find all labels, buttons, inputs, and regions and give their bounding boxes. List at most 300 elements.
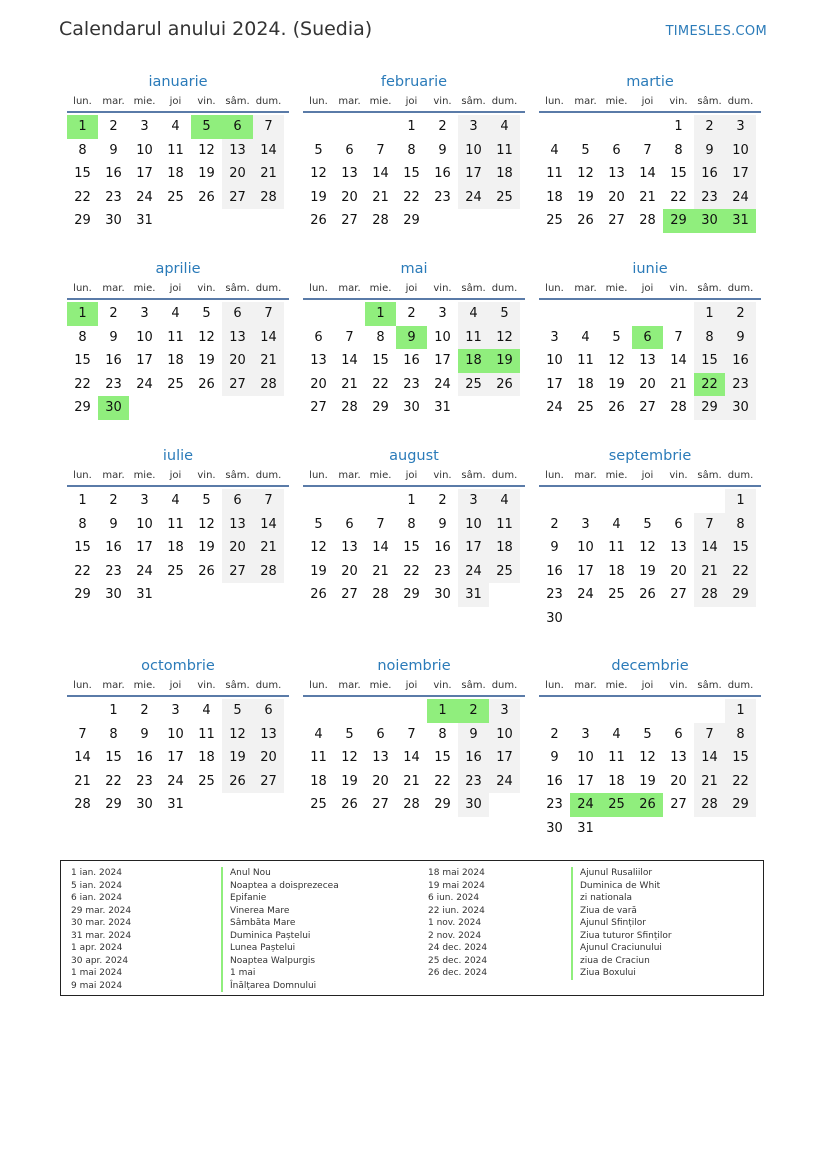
empty-cell [632, 489, 663, 513]
day-cell: 14 [253, 139, 284, 163]
day-cell: 29 [434, 797, 451, 812]
day-cell: 13 [222, 326, 253, 350]
legend-date: 25 dec. 2024 [428, 955, 488, 966]
day-cell: 7 [674, 329, 683, 345]
day-cell: 4 [489, 115, 520, 139]
day-cell: 9 [550, 750, 559, 765]
day-cell: 25 [577, 400, 594, 415]
day-cell: 8 [694, 326, 725, 350]
day-cell: 11 [167, 329, 184, 345]
day-cell: 17 [725, 162, 756, 186]
day-cell: 3 [581, 516, 590, 532]
day-cell: 16 [105, 166, 122, 181]
day-cell: 18 [577, 376, 594, 392]
day-cell: 20 [222, 162, 253, 186]
empty-cell [632, 699, 663, 723]
day-cell: 5 [202, 306, 211, 321]
day-cell: 21 [372, 189, 389, 205]
day-cell: 20 [253, 746, 284, 770]
day-cell: 16 [546, 563, 563, 579]
day-cell: 14 [372, 540, 389, 555]
day-cell: 4 [612, 726, 621, 742]
day-cell: 21 [74, 773, 91, 789]
day-cell: 25 [608, 587, 625, 602]
empty-cell [570, 489, 601, 513]
day-cell: 7 [376, 516, 385, 532]
month-iulie [67, 446, 289, 607]
days-grid [539, 115, 761, 233]
month-name: februarie [380, 74, 448, 90]
day-cell: 15 [105, 750, 122, 765]
day-cell: 7 [345, 329, 354, 345]
day-cell: 24 [725, 186, 756, 210]
day-cell: 28 [403, 797, 420, 812]
empty-cell [694, 489, 725, 513]
day-cell: 12 [639, 750, 656, 765]
legend-holiday-name: ziua de Craciun [571, 955, 672, 968]
day-cell: 18 [167, 540, 184, 555]
day-cell: 6 [376, 726, 385, 742]
day-cell: 17 [577, 773, 594, 789]
day-cell: 15 [74, 353, 91, 368]
weekday-label: mie. [369, 470, 392, 481]
weekday-label: vin. [433, 283, 452, 294]
day-cell: 29 [105, 797, 122, 812]
day-cell: 1 [78, 493, 87, 508]
weekday-label: mie. [369, 283, 392, 294]
day-cell: 27 [639, 400, 656, 415]
weekday-label: mie. [605, 96, 628, 107]
day-cell: 21 [403, 773, 420, 789]
weekday-label: vin. [669, 470, 688, 481]
day-cell: 16 [136, 750, 153, 765]
day-cell: 18 [608, 563, 625, 579]
legend-date: 1 nov. 2024 [428, 918, 482, 928]
day-cell: 8 [725, 723, 756, 747]
day-cell: 23 [546, 797, 563, 812]
weekday-label: vin. [197, 470, 216, 481]
empty-cell [334, 699, 365, 723]
weekday-label: sâm. [225, 680, 250, 691]
day-cell: 27 [310, 400, 327, 415]
day-cell: 24 [489, 770, 520, 794]
day-cell: 8 [407, 142, 416, 158]
legend-date: 30 mar. 2024 [71, 918, 132, 928]
day-cell: 16 [725, 349, 756, 373]
day-cell: 20 [341, 563, 358, 579]
day-cell: 30 [546, 820, 563, 836]
day-cell: 19 [341, 773, 358, 789]
day-cell: 25 [489, 560, 520, 584]
day-cell: 11 [458, 326, 489, 350]
day-cell: 23 [105, 376, 122, 392]
day-cell: 18 [167, 166, 184, 181]
day-cell: 19 [608, 376, 625, 392]
day-cell: 7 [643, 142, 652, 158]
weekday-label: joi [641, 680, 654, 691]
weekday-label: joi [169, 470, 182, 481]
day-cell: 7 [376, 142, 385, 158]
day-cell: 28 [253, 186, 284, 210]
empty-cell [303, 302, 334, 326]
day-cell: 31 [434, 400, 451, 415]
day-cell: 14 [341, 353, 358, 368]
holiday-day-cell: 29 [663, 209, 694, 233]
day-cell: 3 [458, 115, 489, 139]
legend-holiday-name: zi nationala [571, 892, 672, 905]
day-cell: 28 [670, 400, 687, 415]
day-cell: 28 [639, 213, 656, 228]
legend-date: 18 mai 2024 [428, 868, 485, 878]
legend-holiday-name: Ziua tuturor Sfinților [571, 930, 672, 943]
weekday-header [539, 468, 761, 487]
day-cell: 14 [253, 513, 284, 537]
day-cell: 10 [725, 139, 756, 163]
day-cell: 10 [546, 353, 563, 368]
day-cell: 30 [136, 797, 153, 812]
holiday-day-cell: 31 [725, 209, 756, 233]
day-cell: 10 [136, 142, 153, 158]
empty-cell [539, 699, 570, 723]
day-cell: 27 [670, 587, 687, 602]
weekday-label: dum. [255, 283, 282, 294]
day-cell: 22 [403, 189, 420, 205]
day-cell: 15 [74, 166, 91, 181]
day-cell: 19 [222, 746, 253, 770]
day-cell: 3 [140, 119, 149, 134]
empty-cell [334, 489, 365, 513]
month-iunie [539, 259, 761, 420]
day-cell: 28 [74, 797, 91, 812]
empty-cell [334, 302, 365, 326]
day-cell: 2 [438, 119, 447, 134]
day-cell: 24 [577, 587, 594, 602]
weekday-label: dum. [255, 680, 282, 691]
day-cell: 19 [198, 540, 215, 555]
day-cell: 28 [372, 587, 389, 602]
legend-holiday-name: Sâmbăta Mare [221, 917, 339, 930]
day-cell: 2 [109, 306, 118, 321]
day-cell: 16 [458, 746, 489, 770]
weekday-header [303, 468, 525, 487]
weekday-label: joi [169, 96, 182, 107]
day-cell: 8 [78, 329, 87, 345]
day-cell: 5 [612, 329, 621, 345]
day-cell: 28 [372, 213, 389, 228]
weekday-header [67, 678, 289, 697]
month-name: ianuarie [148, 74, 208, 90]
weekday-label: mar. [102, 470, 125, 481]
day-cell: 24 [546, 400, 563, 415]
legend-holiday-name: Ziua de vară [571, 905, 672, 918]
weekday-label: sâm. [697, 470, 722, 481]
day-cell: 15 [670, 166, 687, 181]
day-cell: 24 [458, 560, 489, 584]
weekday-label: sâm. [461, 96, 486, 107]
day-cell: 3 [458, 489, 489, 513]
day-cell: 8 [725, 513, 756, 537]
month-name: mai [400, 261, 428, 277]
day-cell: 18 [546, 189, 563, 205]
legend-holiday-name: Vinerea Mare [221, 905, 339, 918]
day-cell: 26 [198, 563, 215, 579]
day-cell: 4 [171, 306, 180, 321]
weekday-label: dum. [491, 470, 518, 481]
weekday-label: joi [169, 680, 182, 691]
day-cell: 1 [109, 703, 118, 718]
day-cell: 13 [670, 540, 687, 555]
day-cell: 1 [407, 119, 416, 134]
legend-date: 30 apr. 2024 [71, 955, 129, 966]
day-cell: 8 [438, 726, 447, 742]
day-cell: 3 [140, 493, 149, 508]
day-cell: 21 [670, 376, 687, 392]
day-cell: 30 [403, 400, 420, 415]
day-cell: 21 [253, 162, 284, 186]
day-cell: 18 [198, 750, 215, 765]
day-cell: 28 [694, 793, 725, 817]
weekday-label: dum. [727, 96, 754, 107]
day-cell: 2 [550, 516, 559, 532]
days-grid [303, 115, 525, 233]
day-cell: 19 [639, 563, 656, 579]
holiday-day-cell: 6 [632, 326, 663, 350]
day-cell: 16 [105, 353, 122, 368]
day-cell: 8 [376, 329, 385, 345]
empty-cell [365, 489, 396, 513]
day-cell: 3 [140, 306, 149, 321]
legend-names-col-1 [221, 867, 339, 992]
day-cell: 13 [608, 166, 625, 181]
weekday-label: lun. [309, 96, 328, 107]
weekday-header [539, 94, 761, 113]
empty-cell [396, 699, 427, 723]
day-cell: 7 [253, 489, 284, 513]
legend-names-col-2 [571, 867, 672, 980]
day-cell: 13 [310, 353, 327, 368]
day-cell: 5 [643, 516, 652, 532]
legend-holiday-name: Noaptea Walpurgis [221, 955, 339, 968]
legend-date: 26 dec. 2024 [428, 968, 488, 978]
day-cell: 2 [725, 302, 756, 326]
holiday-day-cell: 2 [458, 699, 489, 723]
weekday-label: mar. [338, 680, 361, 691]
month-ianuarie [67, 72, 289, 233]
day-cell: 15 [725, 536, 756, 560]
day-cell: 12 [198, 142, 215, 158]
day-cell: 21 [694, 770, 725, 794]
day-cell: 13 [341, 166, 358, 181]
day-cell: 11 [608, 750, 625, 765]
day-cell: 3 [725, 115, 756, 139]
holiday-day-cell: 1 [427, 699, 458, 723]
day-cell: 15 [403, 166, 420, 181]
day-cell: 6 [345, 516, 354, 532]
weekday-label: dum. [255, 96, 282, 107]
day-cell: 28 [253, 560, 284, 584]
day-cell: 16 [694, 162, 725, 186]
day-cell: 27 [670, 797, 687, 812]
day-cell: 19 [198, 166, 215, 181]
day-cell: 6 [345, 142, 354, 158]
day-cell: 17 [136, 353, 153, 368]
day-cell: 11 [167, 142, 184, 158]
day-cell: 23 [434, 189, 451, 205]
weekday-label: lun. [73, 470, 92, 481]
day-cell: 2 [438, 493, 447, 508]
day-cell: 31 [577, 820, 594, 836]
day-cell: 23 [434, 563, 451, 579]
legend-date: 19 mai 2024 [428, 880, 485, 891]
day-cell: 8 [407, 516, 416, 532]
weekday-label: sâm. [225, 470, 250, 481]
day-cell: 14 [372, 166, 389, 181]
legend-date: 6 ian. 2024 [71, 893, 122, 903]
day-cell: 29 [372, 400, 389, 415]
day-cell: 9 [725, 326, 756, 350]
day-cell: 22 [74, 376, 91, 392]
weekday-label: joi [641, 283, 654, 294]
day-cell: 13 [639, 353, 656, 368]
day-cell: 14 [403, 750, 420, 765]
weekday-label: mie. [133, 96, 156, 107]
day-cell: 20 [372, 773, 389, 789]
day-cell: 3 [438, 306, 447, 321]
weekday-label: lun. [309, 470, 328, 481]
day-cell: 28 [341, 400, 358, 415]
day-cell: 25 [489, 186, 520, 210]
day-cell: 4 [581, 329, 590, 345]
weekday-header [67, 94, 289, 113]
site-link[interactable]: TIMESLES.COM [665, 24, 767, 39]
day-cell: 20 [341, 189, 358, 205]
weekday-label: joi [405, 680, 418, 691]
day-cell: 19 [198, 353, 215, 368]
day-cell: 13 [222, 139, 253, 163]
empty-cell [663, 489, 694, 513]
month-august [303, 446, 525, 607]
day-cell: 10 [167, 726, 184, 742]
weekday-label: sâm. [697, 283, 722, 294]
holiday-day-cell: 18 [458, 349, 489, 373]
day-cell: 21 [253, 349, 284, 373]
empty-cell [67, 699, 98, 723]
day-cell: 5 [202, 493, 211, 508]
legend-dates-col-1 [71, 867, 131, 992]
weekday-label: dum. [255, 470, 282, 481]
day-cell: 17 [434, 353, 451, 368]
empty-cell [601, 302, 632, 326]
weekday-label: mar. [574, 470, 597, 481]
weekday-label: mar. [102, 680, 125, 691]
holiday-day-cell: 1 [67, 115, 98, 139]
day-cell: 13 [372, 750, 389, 765]
day-cell: 22 [670, 189, 687, 205]
weekday-label: vin. [197, 680, 216, 691]
day-cell: 2 [407, 306, 416, 321]
day-cell: 17 [167, 750, 184, 765]
day-cell: 17 [489, 746, 520, 770]
day-cell: 9 [550, 540, 559, 555]
day-cell: 9 [694, 139, 725, 163]
day-cell: 12 [222, 723, 253, 747]
holiday-day-cell: 19 [489, 349, 520, 373]
day-cell: 30 [725, 396, 756, 420]
day-cell: 6 [612, 142, 621, 158]
day-cell: 20 [670, 773, 687, 789]
day-cell: 17 [136, 166, 153, 181]
month-februarie [303, 72, 525, 233]
day-cell: 10 [136, 329, 153, 345]
legend-date: 1 mai 2024 [71, 968, 123, 978]
legend-date: 9 mai 2024 [71, 980, 123, 991]
day-cell: 15 [694, 349, 725, 373]
day-cell: 5 [222, 699, 253, 723]
weekday-label: mie. [605, 680, 628, 691]
legend-holiday-name: Ajunul Sfinților [571, 917, 672, 930]
day-cell: 5 [643, 726, 652, 742]
weekday-label: lun. [545, 680, 564, 691]
day-cell: 13 [222, 513, 253, 537]
day-cell: 25 [458, 373, 489, 397]
day-cell: 7 [253, 302, 284, 326]
weekday-label: sâm. [697, 680, 722, 691]
legend-date: 6 iun. 2024 [428, 893, 480, 903]
weekday-label: joi [641, 96, 654, 107]
day-cell: 16 [403, 353, 420, 368]
empty-cell [539, 115, 570, 139]
day-cell: 26 [310, 587, 327, 602]
day-cell: 26 [198, 376, 215, 392]
weekday-label: mie. [133, 680, 156, 691]
day-cell: 26 [222, 770, 253, 794]
day-cell: 4 [612, 516, 621, 532]
day-cell: 18 [167, 353, 184, 368]
day-cell: 2 [109, 119, 118, 134]
day-cell: 22 [403, 563, 420, 579]
day-cell: 7 [694, 513, 725, 537]
day-cell: 19 [310, 189, 327, 205]
day-cell: 4 [171, 119, 180, 134]
weekday-label: mar. [338, 283, 361, 294]
day-cell: 2 [550, 726, 559, 742]
weekday-header [67, 281, 289, 300]
weekday-label: vin. [433, 470, 452, 481]
day-cell: 24 [136, 376, 153, 392]
weekday-label: dum. [727, 470, 754, 481]
day-cell: 21 [639, 189, 656, 205]
day-cell: 22 [725, 770, 756, 794]
weekday-label: lun. [73, 96, 92, 107]
day-cell: 22 [74, 563, 91, 579]
weekday-label: lun. [73, 680, 92, 691]
empty-cell [601, 115, 632, 139]
day-cell: 31 [136, 213, 153, 228]
day-cell: 27 [608, 213, 625, 228]
weekday-label: vin. [669, 96, 688, 107]
days-grid [303, 699, 525, 817]
day-cell: 11 [167, 516, 184, 532]
day-cell: 11 [310, 750, 327, 765]
day-cell: 10 [136, 516, 153, 532]
weekday-label: lun. [309, 283, 328, 294]
empty-cell [303, 699, 334, 723]
day-cell: 30 [458, 793, 489, 817]
day-cell: 17 [458, 162, 489, 186]
legend-date: 22 iun. 2024 [428, 905, 485, 916]
day-cell: 4 [314, 726, 323, 742]
weekday-label: dum. [491, 96, 518, 107]
